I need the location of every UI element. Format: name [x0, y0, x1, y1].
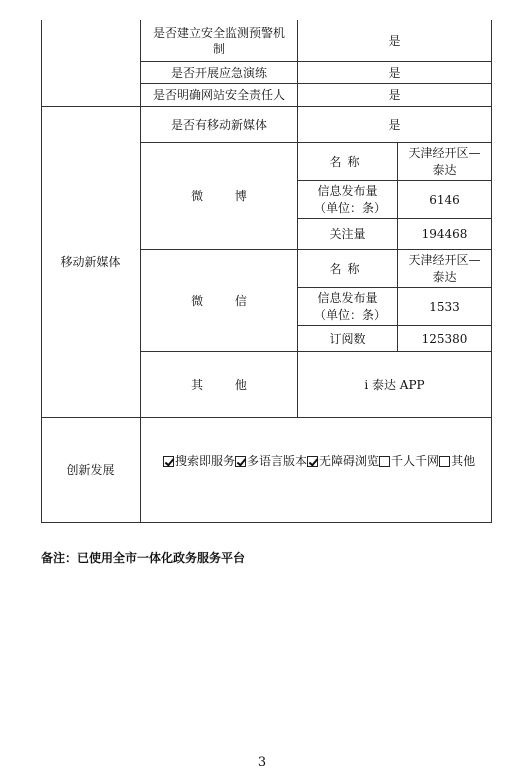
wechat-posts-label-text: 信息发布量（单位：条）	[314, 290, 387, 322]
checkbox-icon	[439, 456, 450, 467]
weibo-label: 微 博	[141, 143, 298, 250]
other-value: i 泰达 APP	[298, 352, 492, 418]
weibo-name-value-text: 天津经开区—泰达	[408, 145, 481, 177]
weibo-follow-label: 关注量	[298, 219, 398, 250]
innovation-options	[141, 418, 492, 523]
option-accessibility	[307, 452, 379, 470]
weibo-name-label: 名称	[298, 143, 398, 181]
monitoring-label-text: 是否建立安全监测预警机制	[152, 25, 285, 56]
option-label: 多语言版本	[247, 454, 308, 468]
weibo-posts-value: 6146	[398, 181, 492, 219]
wechat-name-value	[398, 250, 492, 288]
other-label: 其 他	[141, 352, 298, 418]
wechat-sub-value: 125380	[398, 326, 492, 352]
innovation-label: 创新发展	[41, 418, 141, 523]
drill-label: 是否开展应急演练	[141, 62, 298, 84]
drill-value: 是	[298, 62, 492, 84]
checkbox-icon	[307, 456, 318, 467]
option-label: 其他	[451, 454, 476, 468]
wechat-label: 微 信	[141, 250, 298, 352]
owner-value: 是	[298, 84, 492, 107]
monitoring-label	[41, 20, 141, 107]
mobile-section-label: 移动新媒体	[41, 107, 141, 418]
option-label: 搜索即服务	[175, 454, 236, 468]
page-number: 3	[257, 755, 267, 770]
monitoring-label-cell	[141, 20, 298, 62]
mobile-has-value: 是	[298, 107, 492, 143]
option-label: 无障碍浏览	[319, 454, 380, 468]
weibo-posts-label	[298, 181, 398, 219]
weibo-posts-label-text: 信息发布量（单位：条）	[314, 183, 387, 215]
option-other	[439, 452, 475, 470]
monitoring-value: 是	[298, 20, 492, 62]
mobile-has-label: 是否有移动新媒体	[141, 107, 298, 143]
owner-label: 是否明确网站安全责任人	[141, 84, 298, 107]
option-label: 千人千网	[391, 454, 440, 468]
weibo-follow-value: 194468	[398, 219, 492, 250]
option-multilingual	[235, 452, 307, 470]
wechat-posts-label	[298, 288, 398, 326]
checkbox-icon	[379, 456, 390, 467]
weibo-name-value	[398, 143, 492, 181]
checkbox-icon	[235, 456, 246, 467]
footnote: 备注：已使用全市一体化政务服务平台	[41, 551, 246, 565]
wechat-name-label: 名称	[298, 250, 398, 288]
checkbox-icon	[163, 456, 174, 467]
option-personalized	[379, 452, 439, 470]
wechat-sub-label: 订阅数	[298, 326, 398, 352]
option-search-as-service	[163, 452, 235, 470]
wechat-name-value-text: 天津经开区—泰达	[408, 252, 481, 284]
wechat-posts-value: 1533	[398, 288, 492, 326]
